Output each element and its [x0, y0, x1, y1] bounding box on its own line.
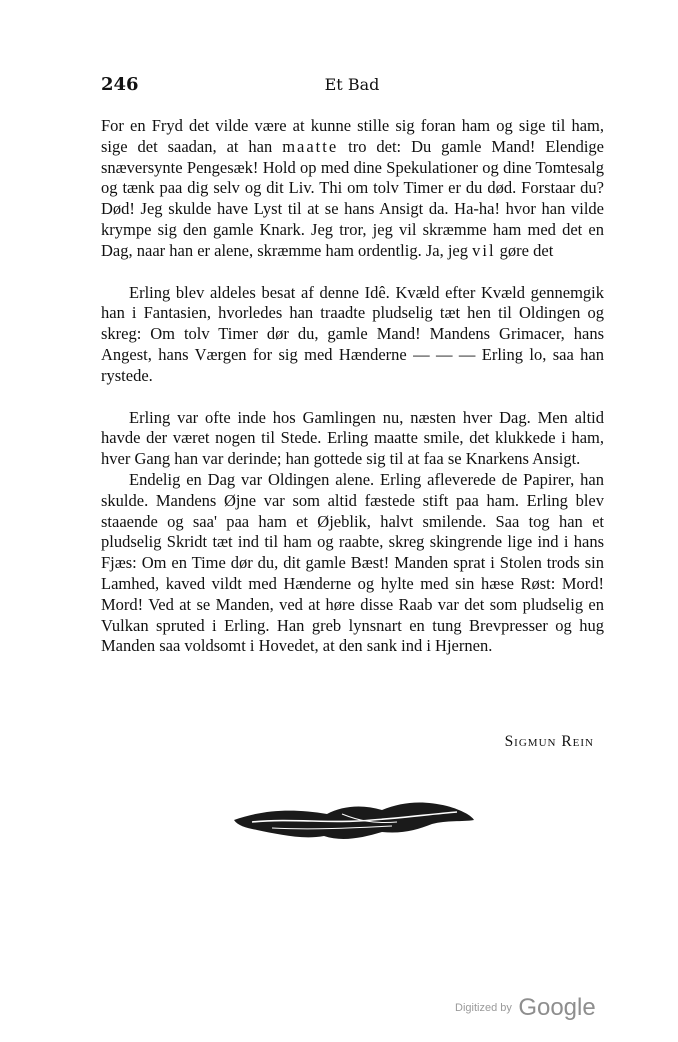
text-segment: tro det: Du gamle Mand! Elendige snæversynte Pengesæk! Hold op med dine Spekulationer og dine Tomtesalg og tænk paa dig selv og dit Liv. Thi om tolv Timer er du død. Forstaar du? Død! Jeg skulde have Lyst til at se hans Ansigt da. Ha-ha! hvor han vilde krympe sig den gamle Knark. Jeg tror, jeg vil skræmme ham med det en Dag, naar han er alene, skræmme ham ordentlig. Ja, jeg — [101, 136, 604, 260]
paragraph-1 — [101, 116, 604, 262]
digitization-watermark — [455, 994, 596, 1022]
text-segment: Erling blev aldeles besat af denne Idê. Kvæld efter Kvæld gennemgik han i Fantasien, hvorledes han traadte pludselig tæt hen til Oldingen og skreg: Om tolv Timer dør du, gamle Mand! Mandens Grimacer, hans Angest, hans Værgen for sig med Hænderne — — — Erling lo, saa han rystede. — [101, 282, 604, 385]
running-title: Et Bad — [324, 75, 380, 94]
author-signature: Sigmun Rein — [504, 733, 594, 750]
watermark-brand: Google — [518, 994, 596, 1021]
text-segment: Endelig en Dag var Oldingen alene. Erling afleverede de Papirer, han skulde. Mandens Øjne var som altid fæstede stift paa ham. Erling blev staaende og saa' paa ham et Øjeblik, halvt smilende. Saa tog han et pludselig Skridt tæt ind til ham og raabte, skreg skingrende lige ind i hans Fjæs: Om en Time dør du, dit gamle Bæst! Manden sprat i Stolen trods sin Lamhed, kaved vildt med Hænderne og hylte med sin hæse Røst: Mord! Mord! Ved at se Manden, ved at høre disse Raab var det som pludselig en Vulkan spruted i Erling. Han greb lynsnart en tung Brevpresser og hug Manden saa voldsomt i Hovedet, at den sank ind i Hjernen. — [101, 469, 604, 656]
page-header — [101, 74, 603, 96]
paragraph-4 — [101, 470, 604, 657]
text-segment: gøre det — [495, 240, 554, 260]
paragraph-3 — [101, 408, 604, 470]
spaced-emphasis: vil — [472, 240, 496, 260]
watermark-prefix: Digitized by — [455, 1002, 512, 1014]
text-segment: Erling var ofte inde hos Gamlingen nu, næsten hver Dag. Men altid havde der været nogen til Stede. Erling maatte smile, det klukkede i ham, hver Gang han var derinde; han gottede sig til at faa se Knarkens Ansigt. — [101, 407, 604, 469]
spaced-emphasis: maatte — [282, 136, 339, 156]
page-number: 246 — [101, 74, 139, 95]
paragraph-2 — [101, 283, 604, 387]
body-text — [101, 116, 604, 657]
decorative-tailpiece-ornament-icon — [232, 800, 476, 844]
text-segment: For en Fryd det vilde være at kunne stille sig foran ham og sige til ham, sige det saadan, at han — [101, 116, 604, 156]
